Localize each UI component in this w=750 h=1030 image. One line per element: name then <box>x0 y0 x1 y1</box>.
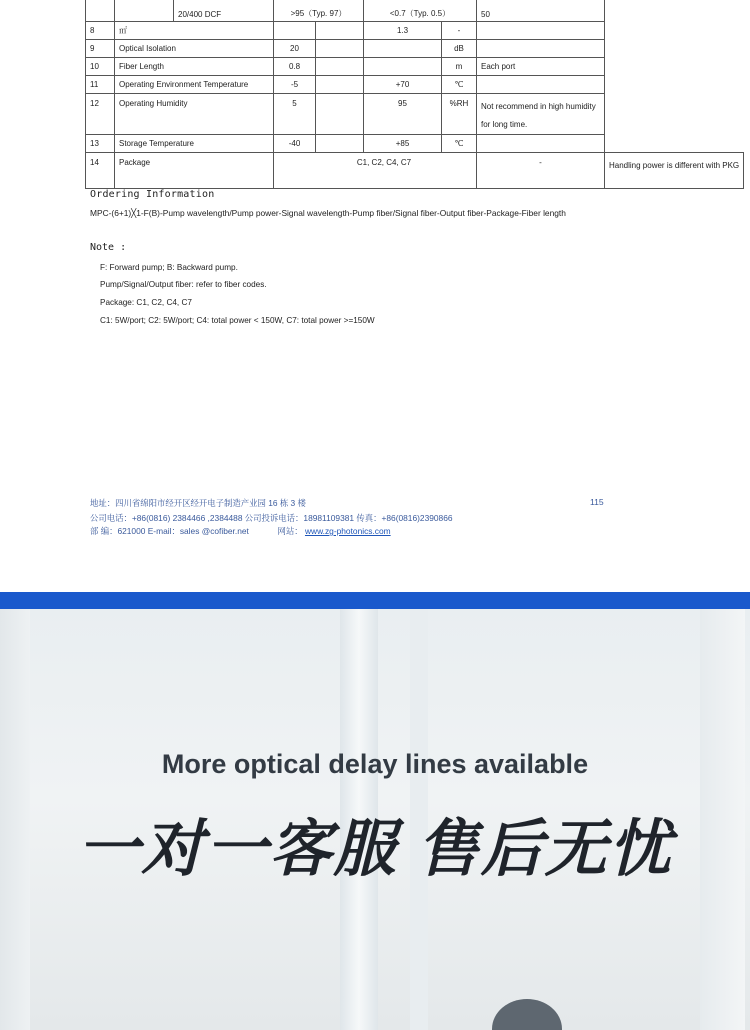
note-title: Note : <box>90 242 127 253</box>
cell-unit: - <box>477 153 605 189</box>
table-row <box>86 76 744 94</box>
cell-unit: %RH <box>442 94 477 135</box>
table-row <box>86 58 744 76</box>
cell-unit: ℃ <box>442 135 477 153</box>
person-head-shape <box>492 999 562 1030</box>
cell-unit: m <box>442 58 477 76</box>
cell-note <box>477 135 605 153</box>
cell-note <box>477 40 605 58</box>
cell-no: 12 <box>86 94 115 135</box>
cell-param: Operating Humidity <box>115 94 274 135</box>
cell-no: 13 <box>86 135 115 153</box>
cell-note: Handling power is different with PKG <box>605 153 744 189</box>
cell-unit: dB <box>442 40 477 58</box>
footer-postcode-email: 部 编：621000 E-mail：sales @cofiber.net <box>90 526 249 536</box>
note-line: C1: 5W/port; C2: 5W/port; C4: total power < 150W, C7: total power >=150W <box>100 316 375 325</box>
footer-address: 地址：四川省绵阳市经开区经开电子制造产业园 16 栋 3 楼 <box>90 498 306 508</box>
cell-param: Optical Isolation <box>115 40 274 58</box>
cell-param: Fiber Length <box>115 58 274 76</box>
cell-unit: - <box>442 22 477 40</box>
cell-typ <box>316 58 364 76</box>
cell-note: Each port <box>477 58 605 76</box>
ordering-title: Ordering Information <box>90 189 215 200</box>
cell-param: Package <box>115 153 274 189</box>
cell-package-values: C1, C2, C4, C7 <box>274 153 477 189</box>
cell-min: -40 <box>274 135 316 153</box>
cell-no: 14 <box>86 153 115 189</box>
cell-coupling: >95（Typ. 97） <box>274 0 364 22</box>
website-link[interactable]: www.zg-photonics.com <box>304 526 391 536</box>
table-row <box>86 22 744 40</box>
page-gap <box>0 560 750 592</box>
footer-contact <box>90 525 391 537</box>
table-row <box>86 135 744 153</box>
cell-unit: ℃ <box>442 76 477 94</box>
cell-note <box>477 22 605 40</box>
cell-max: 95 <box>364 94 442 135</box>
cell-max <box>364 58 442 76</box>
cell-no: 9 <box>86 40 115 58</box>
cell-min <box>274 22 316 40</box>
cell-typ <box>316 135 364 153</box>
footer-website-label: 网站： <box>277 526 303 536</box>
note-line: Pump/Signal/Output fiber: refer to fiber codes. <box>100 280 267 289</box>
cell-param: Operating Environment Temperature <box>115 76 274 94</box>
table-row <box>86 94 744 135</box>
cell-min: 0.8 <box>274 58 316 76</box>
cell-min: 20 <box>274 40 316 58</box>
accent-bar <box>0 592 750 609</box>
table-row <box>86 153 744 189</box>
cell-typ <box>316 76 364 94</box>
cell-typ <box>316 40 364 58</box>
cell-max: 1.3 <box>364 22 442 40</box>
cell-no: 11 <box>86 76 115 94</box>
cell-no: 10 <box>86 58 115 76</box>
cell-note: Not recommend in high humidity for long time. <box>477 94 605 135</box>
cell-no: 8 <box>86 22 115 40</box>
ordering-code: MPC-(6+1)╳1-F(B)-Pump wavelength/Pump power-Signal wavelength-Pump fiber/Signal fiber-Output fiber-Package-Fiber length <box>90 208 566 218</box>
cell-min: 5 <box>274 94 316 135</box>
spec-table <box>85 0 744 189</box>
cell-typ <box>316 22 364 40</box>
banner-english-headline: More optical delay lines available <box>161 749 589 779</box>
banner-chinese-slogan: 一对一客服 售后无忧 <box>77 815 673 884</box>
cell-param: Storage Temperature <box>115 135 274 153</box>
page-number: 115 <box>590 497 604 507</box>
cell-param: ㎡ <box>115 22 274 40</box>
cell-max: +70 <box>364 76 442 94</box>
cell-max <box>364 40 442 58</box>
table-row <box>86 40 744 58</box>
cell-note <box>477 76 605 94</box>
cell-loss: <0.7（Typ. 0.5） <box>364 0 477 22</box>
note-line: F: Forward pump; B: Backward pump. <box>100 263 238 272</box>
note-line: Package: C1, C2, C4, C7 <box>100 298 192 307</box>
service-banner <box>0 609 750 1030</box>
cell-fiber: 20/400 DCF <box>174 0 274 22</box>
cell-max: +85 <box>364 135 442 153</box>
cell-typ <box>316 94 364 135</box>
cell-value: 50 <box>477 0 605 22</box>
cell-min: -5 <box>274 76 316 94</box>
footer-phone: 公司电话：+86(0816) 2384466 ,2384488 公司投诉电话：18981109381 传真：+86(0816)2390866 <box>90 513 453 523</box>
table-row <box>86 0 744 22</box>
